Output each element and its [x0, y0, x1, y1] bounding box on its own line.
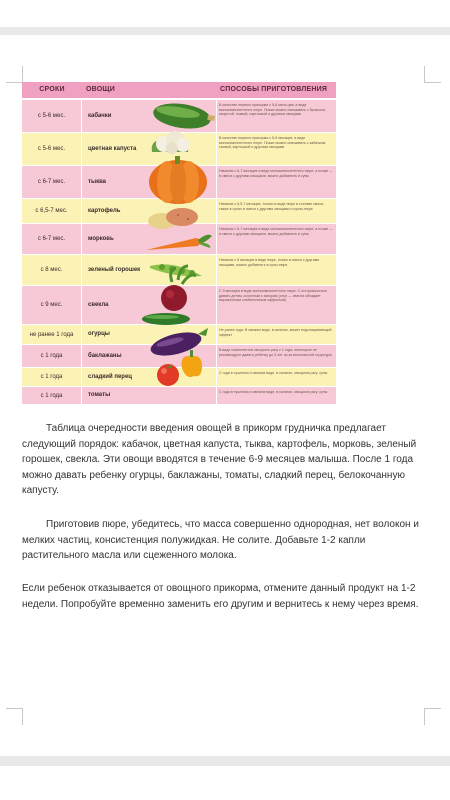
table-row — [22, 100, 336, 132]
header-vegetable: ОВОЩИ — [86, 86, 115, 93]
row-vegetable: зеленый горошек — [88, 266, 141, 273]
row-vegetable: сладкий перец — [88, 373, 132, 380]
header-age: СРОКИ — [39, 86, 65, 93]
row-vegetable: кабачки — [88, 112, 112, 119]
row-method: С 9 месяцев в виде монокомпонентного пюре. С осторожностью давать детям, склонным к запорам (стул — свекла обладает выраженным слабительным эффектом) — [217, 286, 336, 324]
row-age: с 6-7 мес. — [22, 166, 81, 198]
row-vegetable: цветная капуста — [88, 145, 137, 152]
header-method: СПОСОБЫ ПРИГОТОВЛЕНИЯ — [220, 86, 328, 93]
page-corner-mark — [424, 66, 441, 83]
page-corner-mark — [6, 708, 23, 725]
row-age: с 6-7 мес. — [22, 224, 81, 254]
row-age: с 6,5-7 мес. — [22, 199, 81, 223]
row-method: Начиная с 6,5-7 месяцев, только в виде пюре в составе смеси, также в супах в смеси с другими овощами и супах-пюре — [217, 199, 336, 223]
table-row — [22, 286, 336, 324]
row-vegetable: свекла — [88, 301, 109, 308]
table-row — [22, 368, 336, 386]
page-separator-bottom — [0, 756, 450, 766]
row-vegetable: томаты — [88, 392, 111, 398]
top-bar — [0, 0, 450, 27]
row-method: Начиная с 6-7 месяцев в виде монокомпонентного пюре, а позже — в смеси с другими овощами, можно добавлять в супы — [217, 224, 336, 254]
row-age: с 1 года — [22, 368, 81, 386]
page-corner-mark — [6, 66, 23, 83]
page-separator-top — [0, 27, 450, 35]
row-method: Не ранее года. В свежем виде, в салатах, может подслащивающий эффект — [217, 325, 336, 344]
row-vegetable: огурцы — [88, 331, 110, 337]
table-row — [22, 224, 336, 254]
table-row — [22, 345, 336, 367]
table-header — [22, 82, 336, 98]
row-vegetable: морковь — [88, 235, 114, 242]
paragraph-refusal: Если ребенок отказывается от овощного прикорма, отмените данный продукт на 1-2 недели. Попробуйте временно заменить его другим и вернитесь к нему через время. — [22, 583, 419, 610]
table-row — [22, 166, 336, 198]
row-age: не ранее 1 года — [22, 325, 81, 344]
row-age: с 5-6 мес. — [22, 133, 81, 165]
vegetable-introduction-table — [22, 82, 336, 404]
table-row — [22, 133, 336, 165]
row-age: с 1 года — [22, 387, 81, 404]
row-method: С года в тушеном и свежем виде, в салатах, овощном рагу, супы — [217, 387, 336, 404]
row-age: с 8 мес. — [22, 255, 81, 285]
row-age: с 1 года — [22, 345, 81, 367]
row-age: с 5-6 мес. — [22, 100, 81, 132]
row-vegetable: тыква — [88, 178, 107, 185]
table-row — [22, 325, 336, 344]
row-method: В качестве первого прикорма с 5-6 месяцев, в виде монокомпонентного пюре. Позже можно смешивать с кабачком, тыквой, картошкой и другими овощами — [217, 133, 336, 165]
row-age: с 9 мес. — [22, 286, 81, 324]
row-method: В виде компонентов овощного рагу с 1 года, некоторые не рекомендуют давать ребенку до 3 лет из-за волокнистой структуры — [217, 345, 336, 367]
table-row — [22, 387, 336, 404]
table-row — [22, 199, 336, 223]
row-method: С года в тушеном и свежем виде, в салатах, овощном рагу, супы — [217, 368, 336, 386]
page-corner-mark — [424, 708, 441, 725]
row-method: Начиная с 8 месяцев в виде пюре, позже в смеси с другими овощами, можно добавлять в супы-пюре — [217, 255, 336, 285]
paragraph-preparation: Приготовив пюре, убедитесь, что масса совершенно однородная, нет волокон и мелких частиц, консистенция полужидкая. Не солите. Добавьте 1-2 капли растительного масла или сцеженного молока. — [22, 519, 419, 561]
row-method: Начиная с 6-7 месяцев в виде монокомпонентного пюре, а позже — в смеси с другими овощами, можно добавлять в супы — [217, 166, 336, 198]
row-method: В качестве первого прикорма с 5-6 меся-цев, в виде монокомпонентного пюре. Позже можно смешивать с брокколи, капустой, тыквой, картошкой и другими овощами — [217, 100, 336, 132]
table-row — [22, 255, 336, 285]
paragraph-intro: Таблица очередности введения овощей в прикорм грудничка предлагает следующий порядок: кабачок, цветная капуста, тыква, картофель, морковь, зеленый горошек, свекла. Эти овощи вводятся в течение 6-9 месяцев малыша. После 1 года можно давать ребенку огурцы, баклажаны, томаты, сладкий перец, белокочанную капусту. — [22, 423, 417, 496]
row-vegetable: баклажаны — [88, 352, 122, 359]
row-vegetable: картофель — [88, 207, 121, 214]
